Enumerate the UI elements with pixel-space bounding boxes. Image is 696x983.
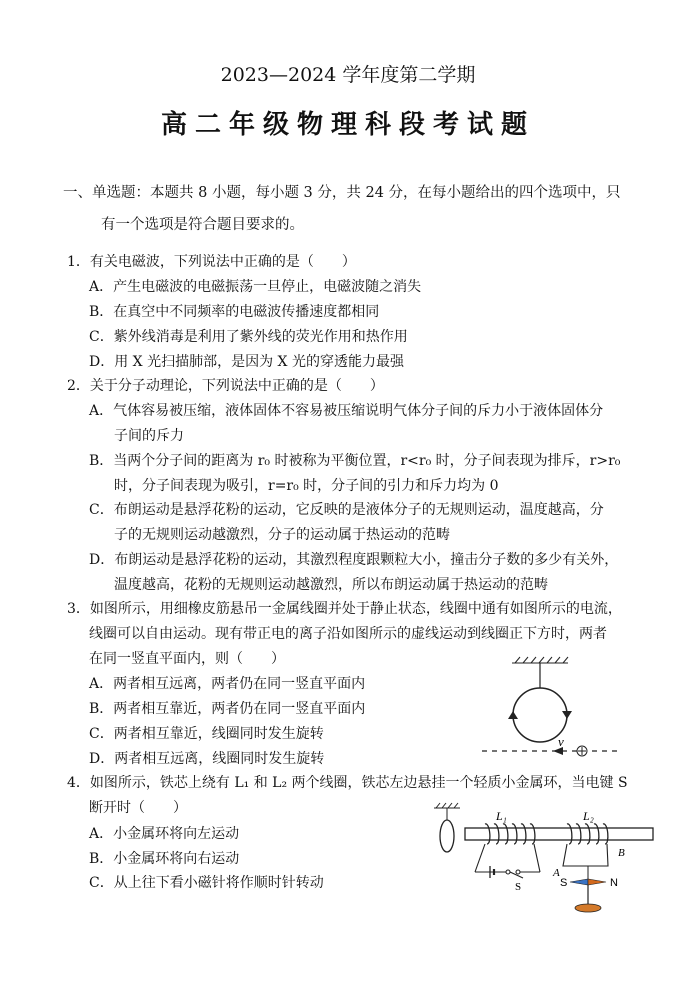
velocity-label: v [558, 734, 564, 749]
q1-option-d: D．用 X 光扫描肺部，是因为 X 光的穿透能力最强 [89, 354, 404, 370]
q3-stem-line2: 线圈可以自由运动。现有带正电的离子沿如图所示的虚线运动到线圈正下方时，两者 [89, 626, 607, 642]
iron-core [465, 828, 653, 840]
section-heading-line1: 一、单选题：本题共 8 小题，每小题 3 分，共 24 分，在每小题给出的四个选项中，只 [63, 185, 621, 201]
q1-stem: 1．有关电磁波，下列说法中正确的是（ ） [67, 254, 356, 270]
point-B-label: B [618, 847, 625, 859]
ceiling-hatch [512, 657, 568, 663]
needle-N-label: N [610, 877, 618, 889]
switch-label: S [515, 881, 522, 893]
q3-coil-figure [470, 655, 650, 765]
L2-label: L₂ [583, 809, 594, 823]
q1-option-c: C．紫外线消毒是利用了紫外线的荧光作用和热作用 [89, 329, 408, 345]
q3-option-b: B．两者相互靠近，两者仍在同一竖直平面内 [89, 701, 366, 717]
exam-year: 2023—2024 学年度第二学期 [220, 64, 476, 86]
compass-needle [570, 879, 606, 912]
needle-S-label: S [560, 877, 568, 889]
q2-option-c-line1: C．布朗运动是悬浮花粉的运动，它反映的是液体分子的无规则运动，温度越高，分 [89, 502, 604, 518]
q3-stem-line3: 在同一竖直平面内，则（ ） [89, 651, 285, 667]
q2-option-d-line1: D．布朗运动是悬浮花粉的运动，其激烈程度跟颗粒大小，撞击分子数的多少有关外， [89, 552, 619, 568]
q4-option-c: C．从上往下看小磁针将作顺时针转动 [89, 875, 324, 891]
q2-option-d-line2: 温度越高，花粉的无规则运动越激烈，所以布朗运动属于热运动的范畴 [114, 577, 548, 593]
q4-option-a: A．小金属环将向左运动 [89, 826, 240, 842]
q3-stem-line1: 3．如图所示，用细橡皮筋悬吊一金属线圈并处于静止状态，线圈中通有如图所示的电流， [67, 601, 622, 617]
L1-label: L₁ [496, 809, 507, 823]
current-arrow-left [508, 711, 518, 719]
q1-option-b: B．在真空中不同频率的电磁波传播速度都相同 [89, 304, 380, 320]
L2-circuit [563, 844, 608, 866]
q4-stem-line1: 4．如图所示，铁芯上绕有 L₁ 和 L₂ 两个线圈，铁芯左边悬挂一个轻质小金属环，当电键 S [67, 775, 628, 791]
q1-option-a: A．产生电磁波的电磁振荡一旦停止，电磁波随之消失 [89, 279, 422, 295]
q2-option-a-line2: 子间的斥力 [114, 428, 184, 444]
q4-stem-line2: 断开时（ ） [89, 800, 187, 816]
q2-stem: 2．关于分子动理论，下列说法中正确的是（ ） [67, 378, 384, 394]
q2-option-c-line2: 子的无规则运动越激烈，分子的运动属于热运动的范畴 [114, 527, 450, 543]
q3-option-d: D．两者相互远离，线圈同时发生旋转 [89, 751, 325, 767]
left-support-hatch [434, 803, 460, 808]
q2-option-b-line2: 时，分子间表现为吸引，r=r₀ 时，分子间的引力和斥力均为 0 [114, 478, 499, 494]
q4-coil-figure [430, 800, 660, 918]
point-A-label: A [553, 867, 560, 879]
q2-option-a-line1: A．气体容易被压缩，液体固体不容易被压缩说明气体分子间的斥力小于液体固体分 [89, 403, 604, 419]
q4-option-b: B．小金属环将向右运动 [89, 851, 240, 867]
L1-wire-right [534, 844, 540, 872]
positive-ion [577, 746, 587, 756]
switch-S [506, 870, 523, 878]
q2-option-b-line1: B．当两个分子间的距离为 r₀ 时被称为平衡位置，r<r₀ 时，分子间表现为排斥，r>r₀ [89, 453, 621, 469]
metal-ring [440, 820, 454, 852]
current-arrow-right [562, 711, 572, 719]
q3-option-c: C．两者相互靠近，线圈同时发生旋转 [89, 726, 324, 742]
exam-title: 高二年级物理科段考试题 [160, 110, 535, 140]
q3-option-a: A．两者相互远离，两者仍在同一竖直平面内 [89, 676, 366, 692]
section-heading-line2: 有一个选项是符合题目要求的。 [101, 217, 304, 233]
L1-wire-left [475, 844, 485, 872]
